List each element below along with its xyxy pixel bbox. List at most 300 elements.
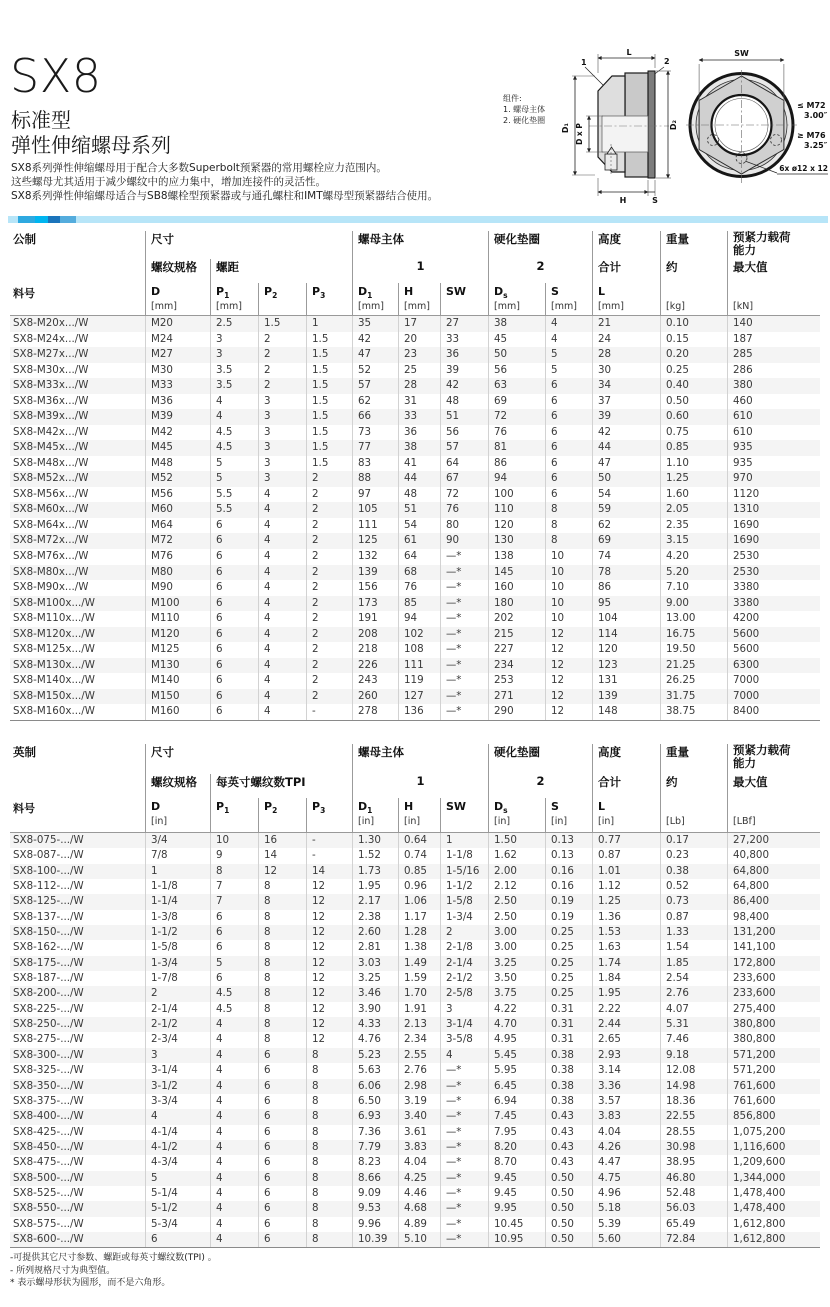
cell-p3: 2	[306, 487, 352, 503]
imperial-group-header-row	[10, 742, 820, 774]
sub-approx: 约	[660, 259, 727, 283]
cell-ds: 2.12	[488, 879, 545, 894]
dim-label-sw: SW	[734, 49, 749, 58]
cell-weight: 19.50	[660, 642, 727, 658]
cell-p3: 2	[306, 565, 352, 581]
cell-ds: 202	[488, 611, 545, 627]
cell-l: 0.77	[592, 833, 660, 848]
cell-part-no: SX8-M48x.../W	[13, 456, 89, 469]
cell-s: 12	[545, 704, 592, 720]
cell-h: 111	[398, 658, 440, 674]
column-header: [kN]	[727, 283, 820, 315]
table-row	[10, 864, 820, 879]
cell-ds: 234	[488, 658, 545, 674]
cell-p1: 4	[210, 1094, 258, 1109]
cell-d1: 73	[352, 425, 398, 441]
column-header: 料号	[13, 802, 35, 815]
cell-p3: 1.5	[306, 440, 352, 456]
table-row	[10, 1017, 820, 1032]
section-label-imperial: 英制	[13, 745, 36, 759]
cell-p1: 4.5	[210, 986, 258, 1001]
group-height: 高度	[592, 744, 660, 774]
table-row	[10, 378, 820, 394]
cell-preload: 86,400	[727, 894, 820, 909]
cell-ds: 69	[488, 394, 545, 410]
group-preload: 预紧力载荷能力	[727, 744, 820, 774]
cell-part-no: SX8-M80x.../W	[13, 565, 89, 578]
cell-ds: 3.25	[488, 956, 545, 971]
cell-p3: 8	[306, 1186, 352, 1201]
cell-weight: 7.10	[660, 580, 727, 596]
cell-ds: 7.45	[488, 1109, 545, 1124]
column-header: S [in]	[545, 798, 592, 832]
cell-weight: 9.18	[660, 1048, 727, 1063]
cell-ds: 138	[488, 549, 545, 565]
cell-h: 4.04	[398, 1155, 440, 1170]
cell-l: 78	[592, 565, 660, 581]
cell-p1: 6	[210, 910, 258, 925]
cell-p2: 8	[258, 1032, 306, 1047]
cell-d1: 132	[352, 549, 398, 565]
cell-d1: 208	[352, 627, 398, 643]
cell-p3: 2	[306, 549, 352, 565]
cell-part-no: SX8-375-.../W	[13, 1094, 84, 1107]
cell-preload: 5600	[727, 627, 820, 643]
group-nut-body: 螺母主体	[352, 744, 488, 774]
cell-p2: 8	[258, 879, 306, 894]
cell-d: 1-3/8	[145, 910, 210, 925]
cell-d: M110	[145, 611, 210, 627]
cell-d1: 83	[352, 456, 398, 472]
cell-preload: 64,800	[727, 864, 820, 879]
cell-p2: 4	[258, 502, 306, 518]
cell-preload: 7000	[727, 689, 820, 705]
column-header: $P_3$	[306, 798, 352, 832]
cell-preload: 172,800	[727, 956, 820, 971]
cell-part-no: SX8-475-.../W	[13, 1156, 84, 1169]
cell-part-no: SX8-M160x.../W	[13, 705, 95, 718]
cell-l: 2.22	[592, 1002, 660, 1017]
cell-ds: 50	[488, 347, 545, 363]
cell-s: 0.43	[545, 1109, 592, 1124]
sub-max: 最大值	[727, 774, 820, 798]
side-section-drawing	[545, 40, 695, 208]
cell-sw: 48	[440, 394, 488, 410]
cell-l: 1.84	[592, 971, 660, 986]
cell-d1: 6.50	[352, 1094, 398, 1109]
cell-l: 148	[592, 704, 660, 720]
cell-p2: 8	[258, 940, 306, 955]
cell-h: 31	[398, 394, 440, 410]
cell-ds: 3.75	[488, 986, 545, 1001]
cell-p2: 4	[258, 627, 306, 643]
cell-p2: 14	[258, 848, 306, 863]
cell-preload: 935	[727, 456, 820, 472]
cell-part-no: SX8-200-.../W	[13, 987, 84, 1000]
cell-l: 5.39	[592, 1217, 660, 1232]
cell-s: 6	[545, 487, 592, 503]
cell-p3: 12	[306, 986, 352, 1001]
cell-sw: 1	[440, 833, 488, 848]
table-row	[10, 611, 820, 627]
cell-s: 6	[545, 425, 592, 441]
cell-d1: 9.09	[352, 1186, 398, 1201]
cell-p2: 4	[258, 487, 306, 503]
cell-preload: 1,209,600	[727, 1155, 820, 1170]
cell-d: M64	[145, 518, 210, 534]
cell-d: 2	[145, 986, 210, 1001]
cell-part-no: SX8-M56x.../W	[13, 487, 89, 500]
cell-sw: —*	[440, 580, 488, 596]
cell-preload: 1690	[727, 533, 820, 549]
cell-p2: 6	[258, 1232, 306, 1247]
cell-p3: 1.5	[306, 347, 352, 363]
cell-preload: 1,478,400	[727, 1201, 820, 1216]
cell-h: 2.76	[398, 1063, 440, 1078]
cell-s: 10	[545, 549, 592, 565]
cell-weight: 28.55	[660, 1125, 727, 1140]
cell-part-no: SX8-M39x.../W	[13, 410, 89, 423]
sub-nut-no: 1	[352, 259, 488, 283]
cell-l: 104	[592, 611, 660, 627]
cell-preload: 5600	[727, 642, 820, 658]
cell-weight: 7.46	[660, 1032, 727, 1047]
cell-weight: 72.84	[660, 1232, 727, 1247]
cell-sw: 27	[440, 316, 488, 332]
column-header: $D_1$ [mm]	[352, 283, 398, 315]
cell-h: 1.17	[398, 910, 440, 925]
table-row	[10, 1125, 820, 1140]
cell-l: 2.65	[592, 1032, 660, 1047]
cell-p2: 6	[258, 1201, 306, 1216]
cell-d1: 111	[352, 518, 398, 534]
cell-d1: 218	[352, 642, 398, 658]
cell-h: 0.64	[398, 833, 440, 848]
cell-p1: 4	[210, 1186, 258, 1201]
cell-h: 61	[398, 533, 440, 549]
cell-d: M150	[145, 689, 210, 705]
cell-p2: 4	[258, 549, 306, 565]
cell-s: 8	[545, 533, 592, 549]
spacer	[10, 259, 145, 283]
cell-preload: 970	[727, 471, 820, 487]
table-row	[10, 704, 820, 720]
cell-d1: 2.38	[352, 910, 398, 925]
cell-l: 95	[592, 596, 660, 612]
cell-d: 4-3/4	[145, 1155, 210, 1170]
cell-p2: 4	[258, 518, 306, 534]
callout-2: 2	[664, 57, 670, 66]
cell-part-no: SX8-325-.../W	[13, 1064, 84, 1077]
cell-h: 1.59	[398, 971, 440, 986]
cell-h: 127	[398, 689, 440, 705]
cell-part-no: SX8-M64x.../W	[13, 518, 89, 531]
cell-p1: 6	[210, 533, 258, 549]
cell-weight: 38.75	[660, 704, 727, 720]
cell-sw: 3-5/8	[440, 1032, 488, 1047]
cell-h: 25	[398, 363, 440, 379]
cell-p2: 6	[258, 1125, 306, 1140]
cell-p2: 4	[258, 533, 306, 549]
cell-preload: 571,200	[727, 1063, 820, 1078]
group-size: 尺寸	[145, 744, 352, 774]
cell-p3: 2	[306, 658, 352, 674]
table-row	[10, 549, 820, 565]
cell-p1: 4	[210, 1048, 258, 1063]
product-series: 弹性伸缩螺母系列	[11, 133, 171, 157]
cell-part-no: SX8-162-.../W	[13, 941, 84, 954]
cell-p1: 6	[210, 580, 258, 596]
cell-h: 3.61	[398, 1125, 440, 1140]
cell-p2: 4	[258, 704, 306, 720]
cell-l: 3.36	[592, 1079, 660, 1094]
cell-p3: 8	[306, 1201, 352, 1216]
cell-d1: 3.46	[352, 986, 398, 1001]
cell-preload: 233,600	[727, 986, 820, 1001]
cell-p2: 2	[258, 332, 306, 348]
cell-preload: 7000	[727, 673, 820, 689]
table-row	[10, 1079, 820, 1094]
table-row	[10, 518, 820, 534]
cell-d1: 1.73	[352, 864, 398, 879]
cell-sw: —*	[440, 1186, 488, 1201]
cell-preload: 1,612,800	[727, 1217, 820, 1232]
cell-s: 0.31	[545, 1002, 592, 1017]
dim-label-h: H	[619, 196, 627, 205]
table-row	[10, 673, 820, 689]
cell-d: 5-1/4	[145, 1186, 210, 1201]
column-header: [kg]	[660, 283, 727, 315]
table-row	[10, 1171, 820, 1186]
table-row	[10, 658, 820, 674]
cell-preload: 856,800	[727, 1109, 820, 1124]
cell-weight: 38.95	[660, 1155, 727, 1170]
column-header: $P_2$	[258, 283, 306, 315]
cell-d1: 97	[352, 487, 398, 503]
cell-ds: 3.50	[488, 971, 545, 986]
cell-sw: —*	[440, 1140, 488, 1155]
cell-s: 0.25	[545, 925, 592, 940]
cell-s: 0.50	[545, 1201, 592, 1216]
cell-p3: 1.5	[306, 363, 352, 379]
cell-h: 17	[398, 316, 440, 332]
table-row	[10, 1048, 820, 1063]
cell-weight: 5.31	[660, 1017, 727, 1032]
cell-h: 1.38	[398, 940, 440, 955]
cell-ds: 4.22	[488, 1002, 545, 1017]
column-header: S [mm]	[545, 283, 592, 315]
sub-max: 最大值	[727, 259, 820, 283]
cell-part-no: SX8-525-.../W	[13, 1186, 84, 1199]
cell-ds: 4.95	[488, 1032, 545, 1047]
cell-sw: —*	[440, 1232, 488, 1247]
cell-d: M56	[145, 487, 210, 503]
cell-sw: 4	[440, 1048, 488, 1063]
cell-d: 1-3/4	[145, 956, 210, 971]
cell-h: 51	[398, 502, 440, 518]
bore-section	[602, 116, 648, 152]
column-header: $P_1$	[210, 798, 258, 832]
cell-h: 76	[398, 580, 440, 596]
page-title: SX8	[10, 49, 102, 103]
cell-preload: 610	[727, 425, 820, 441]
table-row	[10, 971, 820, 986]
sub-approx: 约	[660, 774, 727, 798]
cell-d1: 2.60	[352, 925, 398, 940]
cell-p1: 6	[210, 940, 258, 955]
cell-p2: 2	[258, 347, 306, 363]
table-row	[10, 471, 820, 487]
cell-part-no: SX8-M27x.../W	[13, 348, 89, 361]
metric-column-header-row	[10, 283, 820, 316]
footnotes	[10, 1252, 217, 1290]
metric-group-header-row	[10, 229, 820, 259]
group-preload: 预紧力载荷能力	[727, 231, 820, 259]
cell-weight: 0.73	[660, 894, 727, 909]
column-header: $P_1$ [mm]	[210, 283, 258, 315]
cell-p2: 8	[258, 1002, 306, 1017]
description-line: SX8系列弹性伸缩螺母用于配合大多数Superbolt预紧器的常用螺栓应力范围内。	[11, 162, 387, 174]
cell-preload: 141,100	[727, 940, 820, 955]
cell-l: 86	[592, 580, 660, 596]
cell-preload: 610	[727, 409, 820, 425]
cell-p3: 2	[306, 611, 352, 627]
cell-ds: 5.45	[488, 1048, 545, 1063]
cell-ds: 215	[488, 627, 545, 643]
cell-d: M27	[145, 347, 210, 363]
note-round-min-in: 3.25″	[804, 141, 828, 150]
cell-d: 3-1/4	[145, 1063, 210, 1078]
cell-sw: 90	[440, 533, 488, 549]
dim-label-d1: D₁	[561, 122, 570, 134]
cell-h: 119	[398, 673, 440, 689]
cell-preload: 4200	[727, 611, 820, 627]
cell-p2: 1.5	[258, 316, 306, 332]
cell-sw: 80	[440, 518, 488, 534]
cell-h: 4.89	[398, 1217, 440, 1232]
cell-d: M130	[145, 658, 210, 674]
cell-s: 0.19	[545, 894, 592, 909]
metric-table-body	[10, 316, 820, 721]
cell-weight: 22.55	[660, 1109, 727, 1124]
cell-preload: 1,478,400	[727, 1186, 820, 1201]
cell-d1: 57	[352, 378, 398, 394]
cell-p2: 3	[258, 409, 306, 425]
cell-part-no: SX8-400-.../W	[13, 1110, 84, 1123]
group-washer: 硬化垫圈	[488, 231, 592, 259]
cell-weight: 0.17	[660, 833, 727, 848]
cell-s: 0.50	[545, 1186, 592, 1201]
cell-d: M76	[145, 549, 210, 565]
cell-s: 0.43	[545, 1125, 592, 1140]
column-header: $P_2$	[258, 798, 306, 832]
cell-p3: 12	[306, 971, 352, 986]
cell-p3: 8	[306, 1140, 352, 1155]
imperial-table	[10, 742, 820, 1248]
cell-d1: 10.39	[352, 1232, 398, 1247]
cell-l: 4.75	[592, 1171, 660, 1186]
cell-l: 1.63	[592, 940, 660, 955]
cell-p1: 6	[210, 611, 258, 627]
table-row	[10, 956, 820, 971]
cell-ds: 76	[488, 425, 545, 441]
cell-sw: 36	[440, 347, 488, 363]
cell-d: M125	[145, 642, 210, 658]
cell-p1: 7	[210, 894, 258, 909]
cell-preload: 286	[727, 363, 820, 379]
cell-ds: 8.70	[488, 1155, 545, 1170]
cell-l: 59	[592, 502, 660, 518]
dim-label-dxp: D x P	[575, 123, 584, 145]
cell-weight: 31.75	[660, 689, 727, 705]
cell-p1: 6	[210, 925, 258, 940]
cell-p3: 8	[306, 1125, 352, 1140]
cell-s: 0.19	[545, 910, 592, 925]
cell-p1: 7	[210, 879, 258, 894]
cell-p3: 2	[306, 471, 352, 487]
cell-p3: 2	[306, 596, 352, 612]
cell-part-no: SX8-450-.../W	[13, 1140, 84, 1153]
cell-d: M48	[145, 456, 210, 472]
cell-weight: 5.20	[660, 565, 727, 581]
cell-d: 1-1/8	[145, 879, 210, 894]
cell-ds: 290	[488, 704, 545, 720]
sub-total: 合计	[592, 774, 660, 798]
cell-d: 3-1/2	[145, 1079, 210, 1094]
cell-preload: 6300	[727, 658, 820, 674]
cell-preload: 131,200	[727, 925, 820, 940]
cell-ds: 100	[488, 487, 545, 503]
cell-h: 20	[398, 332, 440, 348]
cell-part-no: SX8-150-.../W	[13, 926, 84, 939]
cell-weight: 0.25	[660, 363, 727, 379]
sub-thread-spec: 螺纹规格	[145, 774, 210, 798]
cell-ds: 3.00	[488, 940, 545, 955]
cell-p3: 12	[306, 879, 352, 894]
table-row	[10, 940, 820, 955]
cell-s: 6	[545, 456, 592, 472]
cell-p2: 6	[258, 1109, 306, 1124]
cell-l: 123	[592, 658, 660, 674]
cell-s: 8	[545, 518, 592, 534]
cell-p2: 6	[258, 1186, 306, 1201]
column-header: $D_s$ [mm]	[488, 283, 545, 315]
cell-p1: 6	[210, 642, 258, 658]
table-row	[10, 347, 820, 363]
cell-p3: 14	[306, 864, 352, 879]
cell-p3: 8	[306, 1079, 352, 1094]
cell-s: 0.38	[545, 1094, 592, 1109]
cell-weight: 65.49	[660, 1217, 727, 1232]
cell-preload: 27,200	[727, 833, 820, 848]
cell-preload: 187	[727, 332, 820, 348]
cell-p1: 4	[210, 1017, 258, 1032]
cell-l: 1.25	[592, 894, 660, 909]
cell-d1: 1.95	[352, 879, 398, 894]
cell-d1: 88	[352, 471, 398, 487]
cell-sw: 56	[440, 425, 488, 441]
cell-d: 1-7/8	[145, 971, 210, 986]
table-row	[10, 1155, 820, 1170]
cell-d: M42	[145, 425, 210, 441]
group-height: 高度	[592, 231, 660, 259]
cell-part-no: SX8-137-.../W	[13, 910, 84, 923]
cell-ds: 4.70	[488, 1017, 545, 1032]
cell-d: M45	[145, 440, 210, 456]
cell-h: 1.70	[398, 986, 440, 1001]
cell-p3: 12	[306, 956, 352, 971]
table-row	[10, 627, 820, 643]
